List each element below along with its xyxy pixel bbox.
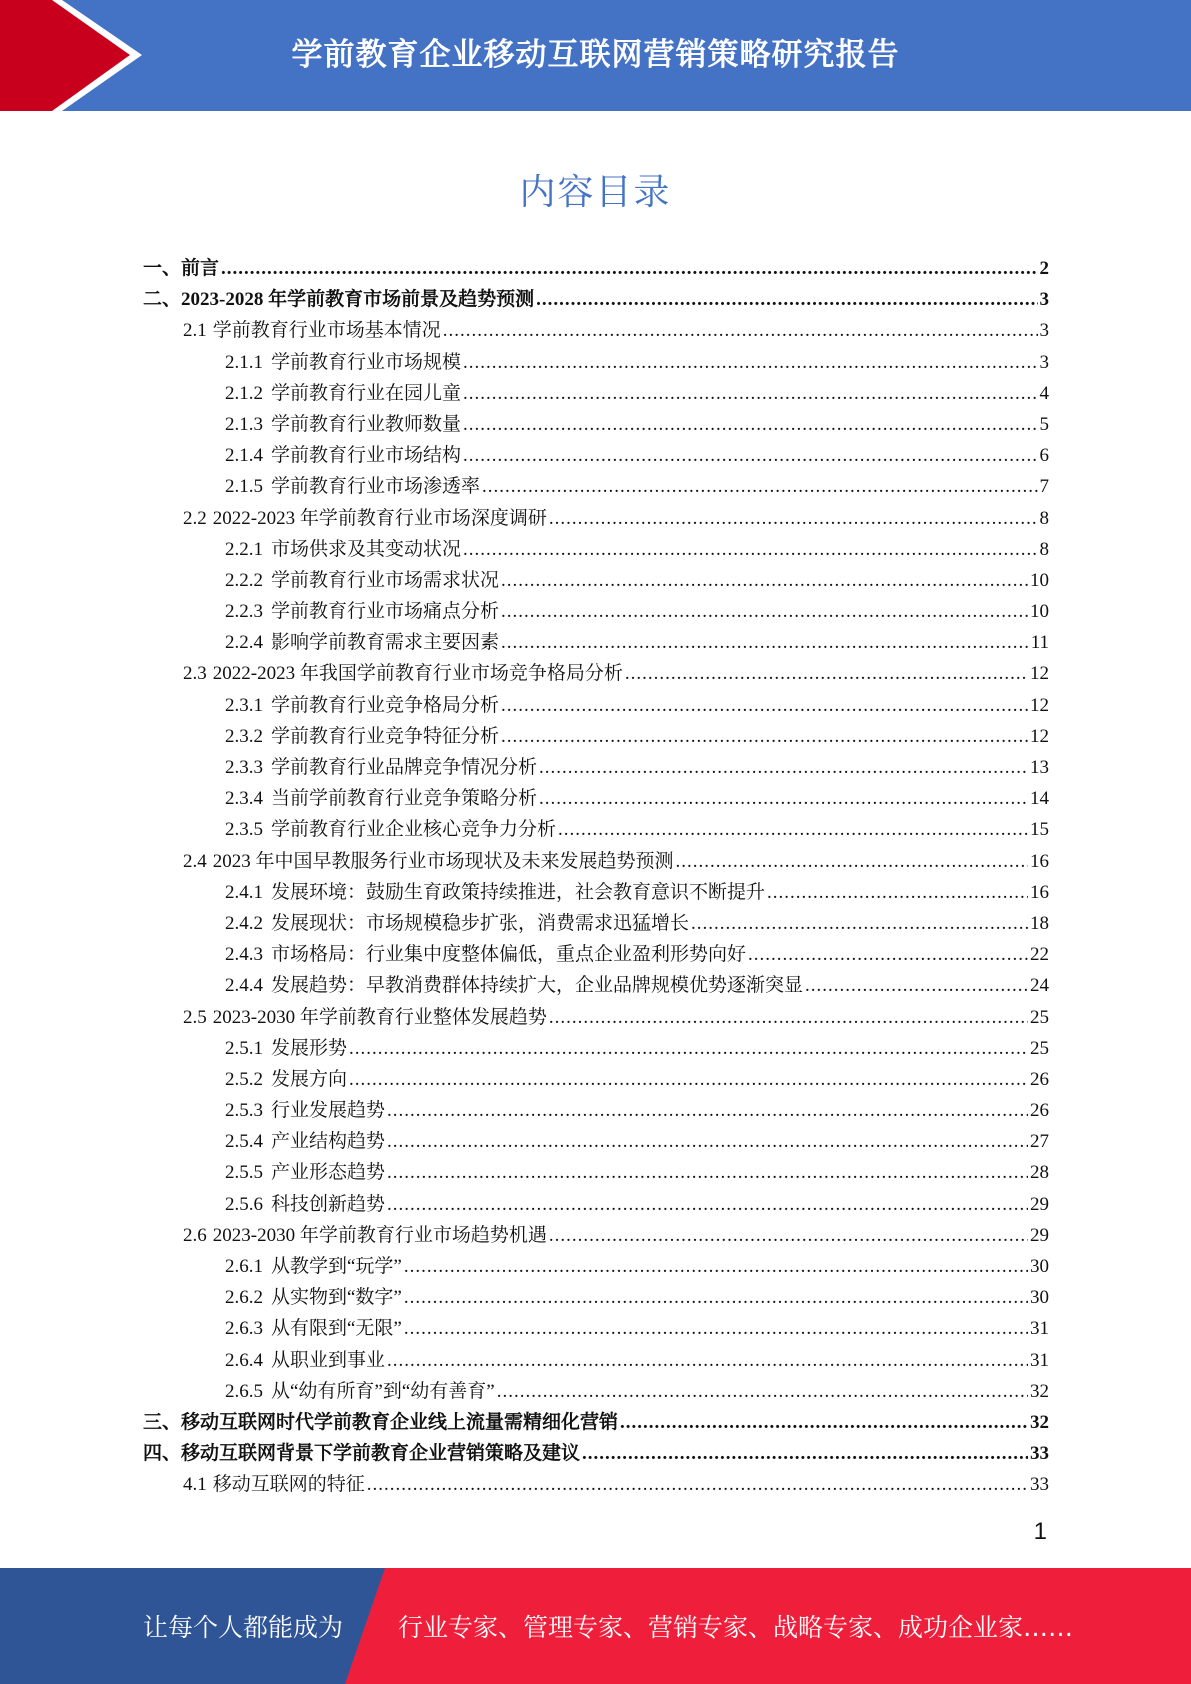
toc-entry-page: 3 xyxy=(1039,289,1049,311)
toc-entry-page: 8 xyxy=(1039,507,1049,529)
toc-entry[interactable] xyxy=(143,1095,1049,1126)
toc-entry-number: 2.6.2 xyxy=(225,1287,263,1309)
toc-entry-page: 3 xyxy=(1039,320,1049,342)
toc-entry[interactable] xyxy=(143,1251,1049,1282)
toc-entry-page: 2 xyxy=(1039,258,1049,279)
toc-entry-label: 一、前言 xyxy=(143,258,220,279)
toc-entry-page: 12 xyxy=(1030,694,1049,716)
toc-entry-number: 2.4 xyxy=(183,850,207,872)
page-footer xyxy=(0,1568,1191,1684)
toc-entry-number: 2.1.2 xyxy=(225,382,263,404)
toc-dot-leader xyxy=(367,1469,1028,1500)
toc-entry-label: 二、2023-2028 年学前教育市场前景及趋势预测 xyxy=(143,289,535,311)
toc-entry-page: 5 xyxy=(1039,413,1049,435)
toc-entry-number: 2.5.5 xyxy=(225,1162,263,1184)
toc-entry-page: 25 xyxy=(1030,1006,1049,1028)
toc-entry-number: 2.6 xyxy=(183,1224,207,1246)
toc-entry-label: 行业发展趋势 xyxy=(271,1100,386,1122)
toc-entry-page: 13 xyxy=(1030,757,1049,778)
toc-dot-leader xyxy=(463,534,1037,565)
toc-entry[interactable] xyxy=(143,378,1049,409)
toc-entry-page: 12 xyxy=(1030,725,1049,747)
toc-entry[interactable] xyxy=(143,409,1049,440)
toc-entry-label: 发展环境：鼓励生育政策持续推进，社会教育意识不断提升 xyxy=(271,881,766,903)
toc-entry-page: 18 xyxy=(1030,912,1049,934)
toc-heading: 内容目录 xyxy=(519,172,672,213)
toc-dot-leader xyxy=(501,627,1029,658)
toc-entry-number: 2.3 xyxy=(183,663,207,685)
toc-dot-leader xyxy=(501,690,1028,721)
toc-entry[interactable] xyxy=(143,1438,1049,1469)
toc-entry-number: 2.2.2 xyxy=(225,569,263,591)
toc-entry[interactable] xyxy=(143,1189,1049,1220)
toc-dot-leader xyxy=(676,846,1028,877)
toc-entry[interactable] xyxy=(143,783,1049,814)
toc-entry-label: 产业结构趋势 xyxy=(271,1131,386,1153)
toc-entry[interactable] xyxy=(143,1376,1049,1407)
toc-dot-leader xyxy=(404,1251,1028,1282)
toc-dot-leader xyxy=(387,1095,1028,1126)
toc-entry[interactable] xyxy=(143,814,1049,845)
toc-entry-number: 2.2.4 xyxy=(225,632,263,654)
toc-entry-number: 2.5 xyxy=(183,1006,207,1028)
toc-entry-number: 2.5.1 xyxy=(225,1037,263,1059)
report-title: 学前教育企业移动互联网营销策略研究报告 xyxy=(291,36,900,73)
toc-entry-label: 学前教育行业市场需求状况 xyxy=(271,569,500,591)
toc-dot-leader xyxy=(539,752,1028,783)
toc-entry-number: 2.6.5 xyxy=(225,1380,263,1402)
toc-entry-label: 产业形态趋势 xyxy=(271,1162,386,1184)
toc-entry[interactable] xyxy=(143,1282,1049,1313)
toc-entry[interactable] xyxy=(143,1345,1049,1376)
toc-dot-leader xyxy=(497,1376,1028,1407)
toc-entry-number: 2.1 xyxy=(183,320,207,342)
toc-entry[interactable] xyxy=(143,1033,1049,1064)
toc-entry-label: 2022-2023 年学前教育行业市场深度调研 xyxy=(212,507,547,529)
toc-entry-number: 2.6.3 xyxy=(225,1318,263,1340)
page-number: 1 xyxy=(1033,1518,1047,1545)
toc-entry-number: 2.2.3 xyxy=(225,601,263,623)
toc-dot-leader xyxy=(625,658,1028,689)
toc-entry-number: 2.6.1 xyxy=(225,1256,263,1277)
toc-entry-page: 32 xyxy=(1030,1380,1049,1402)
toc-dot-leader xyxy=(463,347,1037,378)
toc-entry[interactable] xyxy=(143,658,1049,689)
toc-entry-number: 2.2 xyxy=(183,507,207,529)
toc-entry-label: 2023 年中国早教服务行业市场现状及未来发展趋势预测 xyxy=(212,850,674,872)
toc-entry-page: 12 xyxy=(1030,663,1049,685)
footer-slogan-left: 让每个人都能成为 xyxy=(143,1613,344,1642)
toc-entry-number: 2.1.3 xyxy=(225,413,263,435)
toc-entry-number: 2.6.4 xyxy=(225,1349,263,1371)
toc-entry-page: 29 xyxy=(1030,1193,1049,1215)
toc-dot-leader xyxy=(463,409,1037,440)
toc-entry-page: 30 xyxy=(1030,1287,1049,1309)
toc-entry-label: 学前教育行业市场渗透率 xyxy=(271,476,481,498)
toc-dot-leader xyxy=(387,1126,1028,1157)
toc-entry-page: 16 xyxy=(1030,881,1049,903)
toc-entry-page: 8 xyxy=(1039,538,1049,560)
toc-entry-page: 16 xyxy=(1030,850,1049,872)
toc-entry-number: 2.2.1 xyxy=(225,538,263,560)
toc-entry-page: 6 xyxy=(1039,445,1049,467)
toc-entry-page: 29 xyxy=(1030,1224,1049,1246)
toc-entry[interactable] xyxy=(143,471,1049,502)
toc-entry-label: 学前教育行业在园儿童 xyxy=(271,382,462,404)
toc-entry[interactable] xyxy=(143,1126,1049,1157)
toc-entry-page: 27 xyxy=(1030,1131,1049,1153)
toc-entry-page: 10 xyxy=(1030,569,1049,591)
toc-entry-number: 2.4.4 xyxy=(225,975,263,997)
toc-entry-label: 2023-2030 年学前教育行业市场趋势机遇 xyxy=(212,1224,547,1246)
toc-entry-label: 发展趋势：早教消费群体持续扩大，企业品牌规模优势逐渐突显 xyxy=(271,975,804,997)
toc-entry-label: 学前教育行业市场痛点分析 xyxy=(271,601,500,623)
toc-entry-label: 学前教育行业竞争特征分析 xyxy=(271,725,500,747)
toc-dot-leader xyxy=(404,1313,1028,1344)
toc-entry-page: 28 xyxy=(1030,1162,1049,1184)
toc-dot-leader xyxy=(501,596,1028,627)
toc-entry-number: 2.3.3 xyxy=(225,757,263,778)
toc-entry-label: 市场供求及其变动状况 xyxy=(271,538,462,560)
toc-entry[interactable] xyxy=(143,534,1049,565)
chevron-decoration xyxy=(0,0,160,111)
table-of-contents xyxy=(143,253,1049,1501)
toc-entry-label: 三、移动互联网时代学前教育企业线上流量需精细化营销 xyxy=(143,1411,619,1433)
toc-dot-leader xyxy=(620,1407,1028,1438)
toc-entry-label: 从职业到事业 xyxy=(271,1349,386,1371)
toc-entry[interactable] xyxy=(143,1313,1049,1344)
toc-entry-label: 从实物到“数字” xyxy=(271,1287,402,1309)
toc-entry[interactable] xyxy=(143,908,1049,939)
toc-entry-label: 影响学前教育需求主要因素 xyxy=(271,632,500,654)
toc-entry-label: 发展方向 xyxy=(271,1068,348,1090)
toc-dot-leader xyxy=(482,471,1037,502)
toc-entry-number: 2.3.1 xyxy=(225,694,263,716)
footer-slogan-right: 行业专家、管理专家、营销专家、战略专家、成功企业家…… xyxy=(398,1613,1074,1642)
toc-entry[interactable] xyxy=(143,503,1049,534)
toc-entry-number: 2.1.5 xyxy=(225,476,263,498)
toc-dot-leader xyxy=(349,1064,1028,1095)
toc-entry-number: 4.1 xyxy=(183,1474,207,1496)
toc-dot-leader xyxy=(558,814,1028,845)
toc-entry-number: 2.3.5 xyxy=(225,819,263,841)
toc-entry-label: 发展形势 xyxy=(271,1037,348,1059)
toc-entry-page: 31 xyxy=(1030,1349,1049,1371)
page-header xyxy=(0,0,1191,111)
toc-entry-number: 2.1.1 xyxy=(225,351,263,373)
toc-entry-number: 2.3.2 xyxy=(225,725,263,747)
toc-entry-page: 14 xyxy=(1030,788,1049,810)
toc-dot-leader xyxy=(767,877,1028,908)
toc-entry-label: 学前教育行业企业核心竞争力分析 xyxy=(271,819,557,841)
toc-entry-label: 学前教育行业品牌竞争情况分析 xyxy=(271,757,538,778)
toc-entry-page: 10 xyxy=(1030,601,1049,623)
toc-dot-leader xyxy=(387,1345,1028,1376)
toc-dot-leader xyxy=(221,253,1037,284)
toc-entry-number: 2.5.4 xyxy=(225,1131,263,1153)
toc-entry-label: 科技创新趋势 xyxy=(271,1193,386,1215)
toc-entry-label: 从教学到“玩学” xyxy=(271,1256,402,1277)
toc-entry-page: 7 xyxy=(1039,476,1049,498)
toc-dot-leader xyxy=(501,565,1028,596)
toc-entry[interactable] xyxy=(143,752,1049,783)
toc-entry[interactable] xyxy=(143,627,1049,658)
toc-entry[interactable] xyxy=(143,596,1049,627)
toc-entry[interactable] xyxy=(143,284,1049,315)
toc-entry-label: 四、移动互联网背景下学前教育企业营销策略及建议 xyxy=(143,1443,581,1465)
toc-entry-label: 学前教育行业竞争格局分析 xyxy=(271,694,500,716)
toc-dot-leader xyxy=(443,315,1038,346)
toc-dot-leader xyxy=(404,1282,1028,1313)
toc-entry[interactable] xyxy=(143,690,1049,721)
toc-entry[interactable] xyxy=(143,1002,1049,1033)
toc-entry-label: 移动互联网的特征 xyxy=(212,1474,365,1496)
toc-entry[interactable] xyxy=(143,440,1049,471)
toc-entry-page: 11 xyxy=(1030,632,1049,654)
toc-dot-leader xyxy=(387,1189,1028,1220)
toc-dot-leader xyxy=(463,378,1037,409)
toc-entry-page: 3 xyxy=(1039,351,1049,373)
toc-entry-page: 25 xyxy=(1030,1037,1049,1059)
toc-entry-number: 2.5.3 xyxy=(225,1100,263,1122)
toc-entry-label: 从有限到“无限” xyxy=(271,1318,402,1340)
toc-entry[interactable] xyxy=(143,970,1049,1001)
toc-dot-leader xyxy=(463,440,1037,471)
toc-entry[interactable] xyxy=(143,1469,1049,1500)
toc-dot-leader xyxy=(805,970,1028,1001)
toc-dot-leader xyxy=(349,1033,1028,1064)
toc-entry-page: 26 xyxy=(1030,1100,1049,1122)
toc-entry-label: 当前学前教育行业竞争策略分析 xyxy=(271,788,538,810)
toc-entry-label: 2023-2030 年学前教育行业整体发展趋势 xyxy=(212,1006,547,1028)
toc-dot-leader xyxy=(539,783,1028,814)
toc-dot-leader xyxy=(748,939,1028,970)
toc-entry[interactable] xyxy=(143,721,1049,752)
toc-entry-page: 30 xyxy=(1030,1256,1049,1277)
toc-entry-label: 学前教育行业教师数量 xyxy=(271,413,462,435)
toc-entry-number: 2.4.2 xyxy=(225,912,263,934)
toc-entry[interactable] xyxy=(143,315,1049,346)
toc-dot-leader xyxy=(582,1438,1028,1469)
toc-entry[interactable] xyxy=(143,347,1049,378)
toc-dot-leader xyxy=(387,1157,1028,1188)
toc-entry-page: 31 xyxy=(1030,1318,1049,1340)
toc-entry-page: 22 xyxy=(1030,944,1049,966)
toc-entry-number: 2.5.6 xyxy=(225,1193,263,1215)
toc-entry-number: 2.1.4 xyxy=(225,445,263,467)
toc-dot-leader xyxy=(536,284,1037,315)
toc-entry-label: 从“幼有所育”到“幼有善育” xyxy=(271,1380,495,1402)
toc-entry-label: 学前教育行业市场基本情况 xyxy=(212,320,441,342)
toc-entry-label: 学前教育行业市场规模 xyxy=(271,351,462,373)
toc-dot-leader xyxy=(691,908,1028,939)
toc-entry-page: 24 xyxy=(1030,975,1049,997)
toc-entry-number: 2.4.1 xyxy=(225,881,263,903)
toc-entry-number: 2.3.4 xyxy=(225,788,263,810)
toc-entry-page: 33 xyxy=(1030,1443,1049,1465)
toc-dot-leader xyxy=(501,721,1028,752)
toc-entry-page: 15 xyxy=(1030,819,1049,841)
toc-entry-page: 32 xyxy=(1030,1411,1049,1433)
toc-dot-leader xyxy=(549,503,1038,534)
toc-entry-label: 发展现状：市场规模稳步扩张，消费需求迅猛增长 xyxy=(271,912,690,934)
toc-entry-number: 2.4.3 xyxy=(225,944,263,966)
toc-entry[interactable] xyxy=(143,565,1049,596)
toc-entry-page: 26 xyxy=(1030,1068,1049,1090)
toc-entry-label: 学前教育行业市场结构 xyxy=(271,445,462,467)
toc-entry-page: 4 xyxy=(1039,382,1049,404)
toc-entry[interactable] xyxy=(143,1064,1049,1095)
toc-entry[interactable] xyxy=(143,877,1049,908)
toc-entry[interactable] xyxy=(143,253,1049,284)
toc-entry[interactable] xyxy=(143,1407,1049,1438)
toc-entry[interactable] xyxy=(143,846,1049,877)
toc-dot-leader xyxy=(549,1002,1028,1033)
toc-entry[interactable] xyxy=(143,1220,1049,1251)
toc-entry-page: 33 xyxy=(1030,1474,1049,1496)
toc-entry[interactable] xyxy=(143,939,1049,970)
toc-dot-leader xyxy=(549,1220,1028,1251)
toc-entry-label: 2022-2023 年我国学前教育行业市场竞争格局分析 xyxy=(212,663,623,685)
toc-entry-number: 2.5.2 xyxy=(225,1068,263,1090)
toc-entry[interactable] xyxy=(143,1157,1049,1188)
toc-entry-label: 市场格局：行业集中度整体偏低，重点企业盈利形势向好 xyxy=(271,944,747,966)
